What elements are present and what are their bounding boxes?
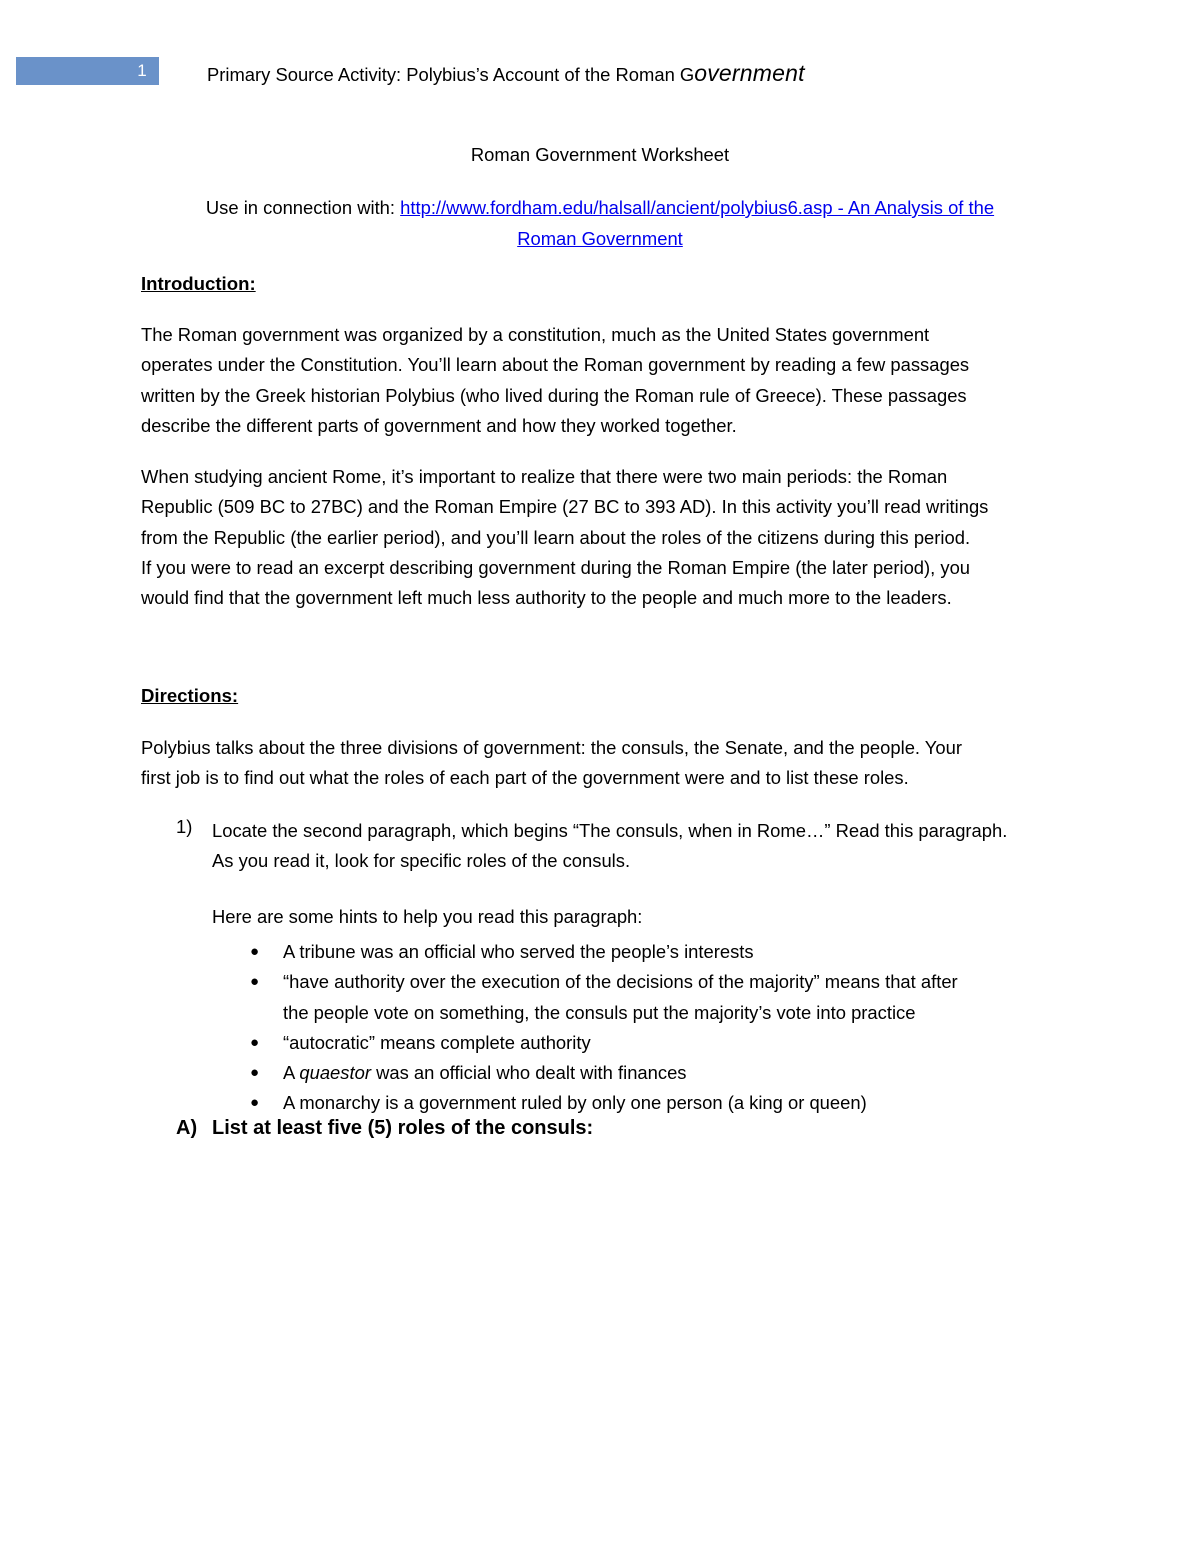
source-reference	[150, 192, 1050, 254]
hint-text	[283, 1058, 958, 1088]
source-prefix: Use in connection with:	[205, 197, 401, 218]
bullet-icon: ●	[250, 1033, 260, 1051]
text-line: operates under the Constitution. You’ll learn about the Roman government by reading a few passages	[141, 354, 970, 376]
hint-text: the people vote on something, the consuls put the majority’s vote into practice	[283, 1001, 916, 1023]
source-link-line2: Roman Government	[517, 228, 683, 249]
introduction-paragraph-1	[141, 320, 1061, 441]
list-item	[248, 1058, 958, 1088]
bullet-icon: ●	[250, 1064, 260, 1082]
hint-text: “autocratic” means complete authority	[283, 1031, 591, 1053]
source-link-line1: http://www.fordham.edu/halsall/ancient/polybius6.asp - An Analysis of the	[400, 197, 995, 218]
text-line: As you read it, look for specific roles of the consuls.	[212, 850, 631, 872]
bullet-icon: ●	[250, 1094, 260, 1112]
directions-paragraph	[141, 733, 1061, 794]
source-link[interactable]	[400, 197, 994, 249]
hint-suffix: was an official who dealt with finances	[370, 1062, 687, 1084]
text-line: Polybius talks about the three divisions of government: the consuls, the Senate, and the people. Your	[141, 737, 962, 758]
text-line: describe the different parts of government and how they worked together.	[141, 414, 737, 436]
question-text: List at least five (5) roles of the consuls:	[212, 1117, 594, 1139]
question-label: A)	[176, 1117, 198, 1139]
hints-intro: Here are some hints to help you read this paragraph:	[212, 906, 643, 927]
text-line: Republic (509 BC to 27BC) and the Roman Empire (27 BC to 393 AD). In this activity you’ll read writings	[141, 496, 989, 518]
directions-heading: Directions:	[141, 685, 239, 706]
text-line: written by the Greek historian Polybius (who lived during the Roman rule of Greece). These passages	[141, 384, 967, 406]
hint-term-quaestor: quaestor	[299, 1062, 371, 1084]
hint-text: A monarchy is a government ruled by only one person (a king or queen)	[283, 1092, 867, 1114]
hint-text: A tribune was an official who served the people’s interests	[283, 941, 754, 962]
running-header-main: Primary Source Activity: Polybius’s Account of the Roman G	[207, 64, 695, 85]
document-title: Roman Government Worksheet	[470, 144, 730, 165]
introduction-paragraph-2	[141, 462, 1061, 613]
running-header-tail: overnment	[694, 60, 805, 86]
text-line: The Roman government was organized by a constitution, much as the United States government	[141, 324, 930, 345]
list-item	[248, 937, 958, 967]
text-line: would find that the government left much less authority to the people and much more to the leaders.	[141, 587, 952, 609]
text-line: When studying ancient Rome, it’s important to realize that there were two main periods: the Roman	[141, 466, 948, 487]
bullet-icon: ●	[250, 973, 260, 991]
hint-prefix: A	[283, 1062, 300, 1084]
introduction-heading: Introduction:	[141, 273, 256, 294]
step-1-text	[212, 816, 1007, 877]
hints-list	[248, 937, 958, 1119]
text-line: from the Republic (the earlier period), and you’ll learn about the roles of the citizens during this period.	[141, 526, 971, 548]
text-line: If you were to read an excerpt describing government during the Roman Empire (the later period), you	[141, 556, 971, 578]
text-line: Locate the second paragraph, which begins “The consuls, when in Rome…” Read this paragraph.	[212, 820, 1008, 841]
question-a	[176, 1117, 593, 1140]
running-header	[207, 60, 805, 87]
hint-text: “have authority over the execution of the decisions of the majority” means that after	[283, 971, 958, 993]
page-number: 1	[137, 61, 147, 80]
list-item	[248, 1028, 958, 1058]
step-number: 1)	[176, 816, 193, 837]
list-item	[248, 1088, 958, 1118]
text-line: first job is to find out what the roles of each part of the government were and to list these roles.	[141, 767, 909, 789]
bullet-icon: ●	[250, 943, 260, 960]
list-item	[248, 967, 958, 1028]
